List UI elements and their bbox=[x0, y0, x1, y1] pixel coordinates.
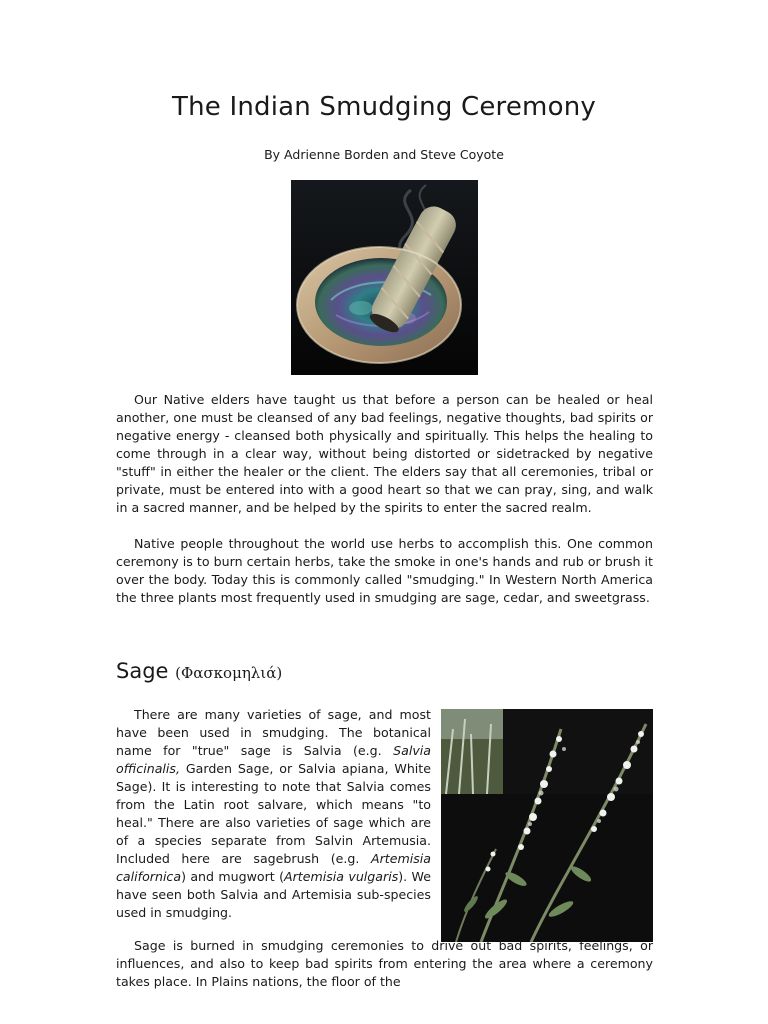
smudge-bowl-photo bbox=[291, 180, 478, 375]
paragraph-smudging: Native people throughout the world use herbs to accomplish this. One common ceremony is to burn certain herbs, take the smoke in one's hands and rub or brush it over the body. Today this is commonly called "smudging." In Western North America the three plants most frequently used in smudging are sage, cedar, and sweetgrass. bbox=[116, 536, 653, 605]
latin-name: Artemisia californica bbox=[116, 851, 431, 884]
text-run: There are many varieties of sage, and most have been used in smudging. The botanical name for "true" sage is Salvia (e.g. bbox=[116, 707, 431, 758]
section-heading-greek: (Φασκομηλιά) bbox=[175, 664, 283, 682]
section-heading-text: Sage bbox=[116, 659, 169, 683]
paragraph-sage-varieties bbox=[116, 706, 431, 922]
paragraph-sage-burned: Sage is burned in smudging ceremonies to drive out bad spirits, feelings, or influences, and also to keep bad spirits from entering the area where a ceremony takes place. In Plains nations, the floor of the bbox=[116, 938, 653, 989]
text-run: ). We have seen both Salvia and Artemisia sub-species used in smudging. bbox=[116, 869, 431, 920]
section-heading-sage bbox=[116, 659, 282, 683]
paragraph-elders: Our Native elders have taught us that before a person can be healed or heal another, one must be cleansed of any bad feelings, negative thoughts, bad spirits or negative energy - cleansed both physically and spiritually. This helps the healing to come through in a clear way, without being distorted or sidetracked by negative "stuff" in either the healer or the client. The elders say that all ceremonies, tribal or private, must be entered into with a good heart so that we can pray, sing, and walk in a sacred manner, and be helped by the spirits to enter the sacred realm. bbox=[116, 392, 653, 515]
text-run: ) and mugwort ( bbox=[181, 869, 284, 884]
page-title: The Indian Smudging Ceremony bbox=[172, 92, 596, 122]
latin-name: Salvia officinalis, bbox=[116, 743, 431, 776]
text-run: Garden Sage, or Salvia apiana, White Sage). It is interesting to note that Salvia comes from the Latin root salvare, which means "to heal." There are also varieties of sage which are of a species separate from Salvin Artemusia. Included here are sagebrush (e.g. bbox=[116, 761, 431, 866]
white-sage-photo bbox=[441, 709, 653, 942]
byline: By Adrienne Borden and Steve Coyote bbox=[264, 147, 504, 162]
latin-name: Artemisia vulgaris bbox=[284, 869, 399, 884]
